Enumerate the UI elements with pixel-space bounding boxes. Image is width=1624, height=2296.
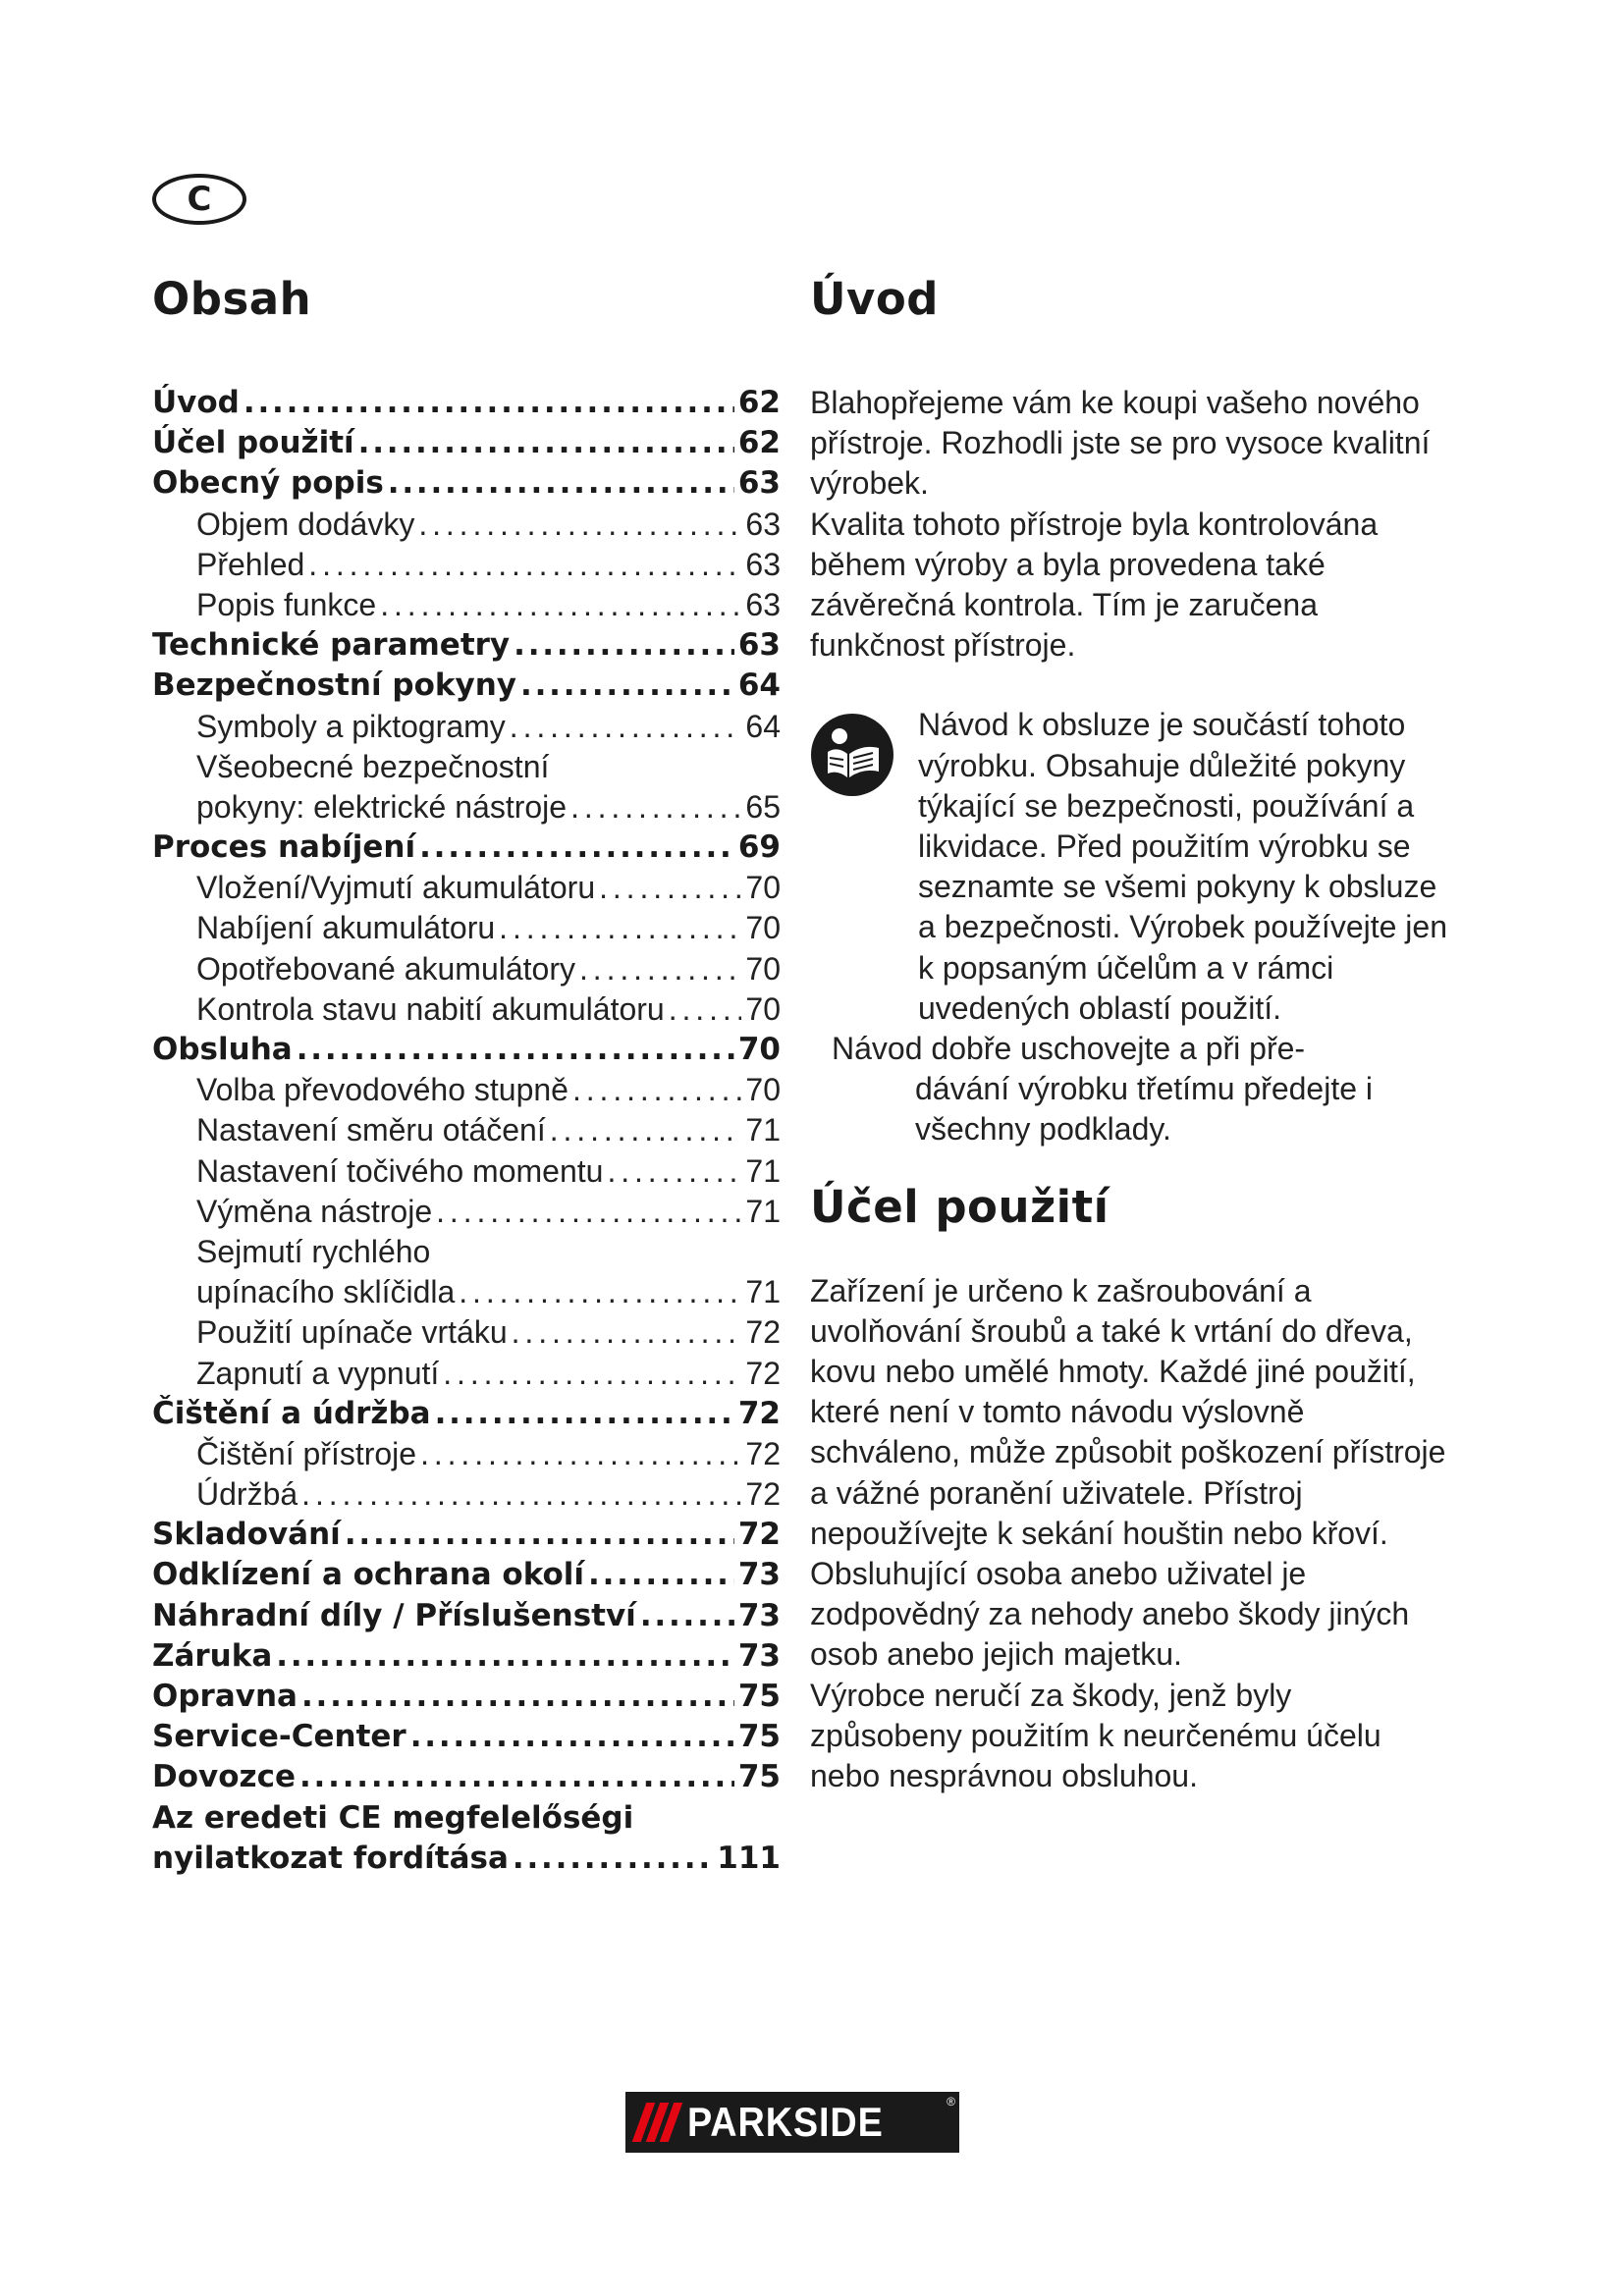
toc-entry[interactable] xyxy=(152,666,781,706)
toc-entry[interactable] xyxy=(152,747,781,787)
toc-leader-dots xyxy=(345,1515,734,1555)
toc-entry-title: Nabíjení akumulátoru xyxy=(196,910,496,946)
toc-entry[interactable] xyxy=(152,787,781,828)
toc-entry-title: Účel použití xyxy=(152,425,354,461)
manual-note-2-first: Návod dobře uschovejte a při pře- xyxy=(832,1031,1306,1067)
toc-entry[interactable] xyxy=(152,545,781,585)
toc-entry-page: 65 xyxy=(745,788,781,825)
toc-entry[interactable] xyxy=(152,908,781,948)
toc-entry-page: 75 xyxy=(737,1759,781,1795)
toc-entry-title: Čištění přístroje xyxy=(196,1435,417,1471)
toc-leader-dots xyxy=(308,545,741,585)
toc-entry-page: 73 xyxy=(737,1557,781,1593)
toc-entry[interactable] xyxy=(152,505,781,545)
toc-leader-dots xyxy=(358,423,734,463)
toc-entry-title: Všeobecné bezpečnostní xyxy=(196,748,550,784)
toc-leader-dots xyxy=(244,383,734,423)
toc-entry-title: Obsluha xyxy=(152,1032,293,1067)
toc-entry[interactable] xyxy=(152,1717,781,1757)
manual-note-2-rest: dávání výrobku třetímu předejte i všechny podklady. xyxy=(915,1071,1374,1148)
purpose-heading: Účel použití xyxy=(810,1180,1110,1233)
toc-leader-dots xyxy=(435,1394,734,1434)
toc-leader-dots xyxy=(588,1555,734,1595)
toc-entry[interactable] xyxy=(152,625,781,666)
toc-entry-title: Objem dodávky xyxy=(196,506,415,542)
toc-entry-title: Náhradní díly / Příslušenství xyxy=(152,1597,636,1633)
toc-entry-page: 75 xyxy=(737,1679,781,1714)
toc-entry-page: 64 xyxy=(745,708,781,744)
toc-leader-dots xyxy=(607,1151,741,1192)
toc-leader-dots xyxy=(499,908,741,948)
toc-list xyxy=(152,383,781,1879)
toc-entry-title: Údržbá xyxy=(196,1476,298,1513)
toc-leader-dots xyxy=(513,1839,713,1879)
toc-entry[interactable] xyxy=(152,585,781,625)
toc-entry[interactable] xyxy=(152,1312,781,1353)
manual-note-text: Návod k obsluze je součástí tohoto výrobku. Obsahuje důležité pokyny týkající se bezpečnosti, používání a likvidace. Před použitím výrobku se seznamte se všemi pokyny k obsluze a bezpečnosti. Výrobek používejte jen k popsaným účelům a v rámci uvedených oblastí použití. xyxy=(918,707,1447,1026)
toc-leader-dots xyxy=(599,868,741,908)
toc-entry-title: pokyny: elektrické nástroje xyxy=(196,788,568,825)
toc-entry[interactable] xyxy=(152,1798,781,1839)
toc-entry-page: 73 xyxy=(737,1597,781,1633)
toc-entry-page: 71 xyxy=(745,1193,781,1229)
purpose-section xyxy=(810,1271,1448,1797)
toc-entry[interactable] xyxy=(152,949,781,989)
toc-entry-title: Úvod xyxy=(152,385,240,420)
toc-entry[interactable] xyxy=(152,1757,781,1797)
toc-leader-dots xyxy=(669,989,742,1030)
toc-entry-page: 72 xyxy=(745,1476,781,1513)
toc-entry-title: Kontrola stavu nabití akumulátoru xyxy=(196,990,665,1027)
toc-entry-title: Zapnutí a vypnutí xyxy=(196,1355,440,1391)
purpose-paragraph-1: Zařízení je určeno k zašroubování a uvolňování šroubů a také k vrtání do dřeva, kovu nebo umělé hmoty. Každé jiné použití, které není v tomto návodu výslovně schváleno, může způsobit poškození přístroje a vážné poranění uživatele. Přístroj nepoužívejte k sekání houštin nebo křoví. Obsluhující osoba anebo uživatel je zodpovědný za nehody anebo škody jiných osob anebo jejich majetku. xyxy=(810,1272,1446,1673)
intro-heading: Úvod xyxy=(810,273,940,325)
toc-entry-title: Sejmutí rychlého xyxy=(196,1233,431,1269)
toc-leader-dots xyxy=(510,707,742,747)
toc-entry-title: Nastavení směru otáčení xyxy=(196,1112,546,1148)
toc-entry[interactable] xyxy=(152,1272,781,1312)
toc-leader-dots xyxy=(420,1434,741,1474)
toc-entry-page: 72 xyxy=(745,1355,781,1391)
toc-entry-title: Výměna nástroje xyxy=(196,1193,433,1229)
toc-entry[interactable] xyxy=(152,1839,781,1879)
toc-entry[interactable] xyxy=(152,1677,781,1717)
toc-leader-dots xyxy=(276,1636,734,1677)
toc-entry-page: 64 xyxy=(737,667,781,704)
toc-entry-page: 69 xyxy=(737,829,781,866)
toc-entry-title: Dovozce xyxy=(152,1759,296,1795)
toc-entry-title: nyilatkozat fordítása xyxy=(152,1840,509,1876)
toc-leader-dots xyxy=(640,1596,734,1636)
toc-entry-title: Odklízení a ochrana okolí xyxy=(152,1557,585,1593)
toc-entry[interactable] xyxy=(152,423,781,463)
toc-entry-title: Az eredeti CE megfelelőségi xyxy=(152,1799,634,1836)
toc-entry-title: Použití upínače vrtáku xyxy=(196,1314,508,1351)
toc-leader-dots xyxy=(388,463,734,504)
toc-leader-dots xyxy=(380,585,741,625)
toc-entry-title: upínacího sklíčidla xyxy=(196,1274,456,1310)
intro-paragraph-2: Kvalita tohoto přístroje byla kontrolována během výroby a byla provedena také závěrečná kontrola. Tím je zaručena funkčnost přístroje. xyxy=(810,506,1379,664)
toc-leader-dots xyxy=(512,1312,742,1353)
toc-entry-title: Opravna xyxy=(152,1679,298,1714)
intro-section xyxy=(810,383,1448,666)
toc-leader-dots xyxy=(572,1070,741,1110)
toc-entry-page: 72 xyxy=(737,1395,781,1431)
purpose-paragraph-2: Výrobce neručí za škody, jenž byly způsobeny použitím k neurčenému účelu nebo nesprávnou obsluhou. xyxy=(810,1677,1381,1794)
toc-entry-page: 73 xyxy=(737,1637,781,1674)
toc-leader-dots xyxy=(418,505,741,545)
toc-entry-page: 75 xyxy=(737,1719,781,1755)
toc-entry-title: Záruka xyxy=(152,1637,273,1674)
toc-entry-page: 71 xyxy=(745,1274,781,1310)
manual-note-text-2 xyxy=(810,1029,1448,1150)
country-code-badge xyxy=(152,174,246,225)
toc-leader-dots xyxy=(297,1030,734,1070)
toc-entry-title: Technické parametry xyxy=(152,627,511,664)
toc-entry[interactable] xyxy=(152,868,781,908)
toc-entry[interactable] xyxy=(152,1555,781,1595)
table-of-contents xyxy=(152,270,781,1879)
toc-entry[interactable] xyxy=(152,828,781,868)
toc-entry[interactable] xyxy=(152,1474,781,1515)
toc-leader-dots xyxy=(301,1474,741,1515)
toc-heading: Obsah xyxy=(152,273,312,325)
toc-leader-dots xyxy=(410,1717,734,1757)
toc-entry[interactable] xyxy=(152,1232,781,1272)
toc-entry-page: 111 xyxy=(717,1840,781,1876)
toc-entry-title: Symboly a piktogramy xyxy=(196,708,506,744)
toc-leader-dots xyxy=(436,1192,741,1232)
toc-entry-page: 63 xyxy=(737,627,781,664)
toc-entry-title: Popis funkce xyxy=(196,586,377,622)
manual-note xyxy=(810,705,1448,1149)
toc-entry-title: Skladování xyxy=(152,1517,341,1553)
toc-entry[interactable] xyxy=(152,1030,781,1070)
toc-entry-title: Bezpečnostní pokyny xyxy=(152,667,517,704)
toc-entry-page: 70 xyxy=(745,870,781,906)
toc-entry-page: 62 xyxy=(737,385,781,420)
toc-entry-title: Vložení/Vyjmutí akumulátoru xyxy=(196,870,596,906)
toc-entry-page: 71 xyxy=(745,1152,781,1189)
toc-entry-title: Proces nabíjení xyxy=(152,829,416,866)
toc-leader-dots xyxy=(550,1110,742,1150)
intro-paragraph-1: Blahopřejeme vám ke koupi vašeho nového přístroje. Rozhodli jste se pro vysoce kvalitní výrobek. xyxy=(810,385,1431,502)
toc-leader-dots xyxy=(459,1272,741,1312)
country-code: C xyxy=(187,180,212,219)
toc-entry-page: 63 xyxy=(737,465,781,502)
toc-entry-page: 72 xyxy=(737,1517,781,1553)
toc-leader-dots xyxy=(419,828,734,868)
toc-entry[interactable] xyxy=(152,1515,781,1555)
toc-entry[interactable] xyxy=(152,1192,781,1232)
content-column xyxy=(810,270,1448,1796)
toc-entry-page: 70 xyxy=(745,1072,781,1108)
toc-entry-page: 71 xyxy=(745,1112,781,1148)
parkside-logo xyxy=(625,2092,959,2153)
toc-leader-dots xyxy=(520,666,734,706)
toc-entry-title: Čištění a údržba xyxy=(152,1395,431,1431)
toc-leader-dots xyxy=(301,1677,734,1717)
registered-mark: ® xyxy=(947,2095,955,2109)
toc-leader-dots xyxy=(443,1354,741,1394)
toc-entry[interactable] xyxy=(152,1394,781,1434)
toc-entry[interactable] xyxy=(152,707,781,747)
toc-entry[interactable] xyxy=(152,1070,781,1110)
toc-entry-page: 70 xyxy=(745,950,781,987)
toc-entry-title: Obecný popis xyxy=(152,465,384,502)
toc-entry-title: Nastavení točivého momentu xyxy=(196,1152,604,1189)
toc-entry[interactable] xyxy=(152,1434,781,1474)
toc-entry[interactable] xyxy=(152,383,781,423)
toc-entry[interactable] xyxy=(152,989,781,1030)
toc-entry-page: 62 xyxy=(737,425,781,461)
toc-entry-page: 70 xyxy=(737,1032,781,1067)
toc-entry-page: 72 xyxy=(745,1314,781,1351)
toc-leader-dots xyxy=(579,949,741,989)
toc-entry-page: 72 xyxy=(745,1435,781,1471)
toc-entry-page: 63 xyxy=(745,546,781,582)
toc-entry-page: 70 xyxy=(745,910,781,946)
toc-leader-dots xyxy=(570,787,741,828)
toc-entry-title: Opotřebované akumulátory xyxy=(196,950,575,987)
toc-entry-page: 70 xyxy=(745,990,781,1027)
brand-slashes-icon xyxy=(639,2103,676,2142)
brand-name: PARKSIDE xyxy=(687,2099,884,2145)
toc-entry-title: Service-Center xyxy=(152,1719,406,1755)
toc-leader-dots xyxy=(514,625,734,666)
toc-entry-page: 63 xyxy=(745,586,781,622)
toc-leader-dots xyxy=(299,1757,734,1797)
toc-entry-page: 63 xyxy=(745,506,781,542)
toc-entry[interactable] xyxy=(152,463,781,504)
toc-entry[interactable] xyxy=(152,1636,781,1677)
toc-entry[interactable] xyxy=(152,1110,781,1150)
toc-entry-title: Volba převodového stupně xyxy=(196,1072,568,1108)
toc-entry[interactable] xyxy=(152,1596,781,1636)
toc-entry[interactable] xyxy=(152,1354,781,1394)
toc-entry-title: Přehled xyxy=(196,546,305,582)
read-manual-icon xyxy=(810,713,894,797)
toc-entry[interactable] xyxy=(152,1151,781,1192)
